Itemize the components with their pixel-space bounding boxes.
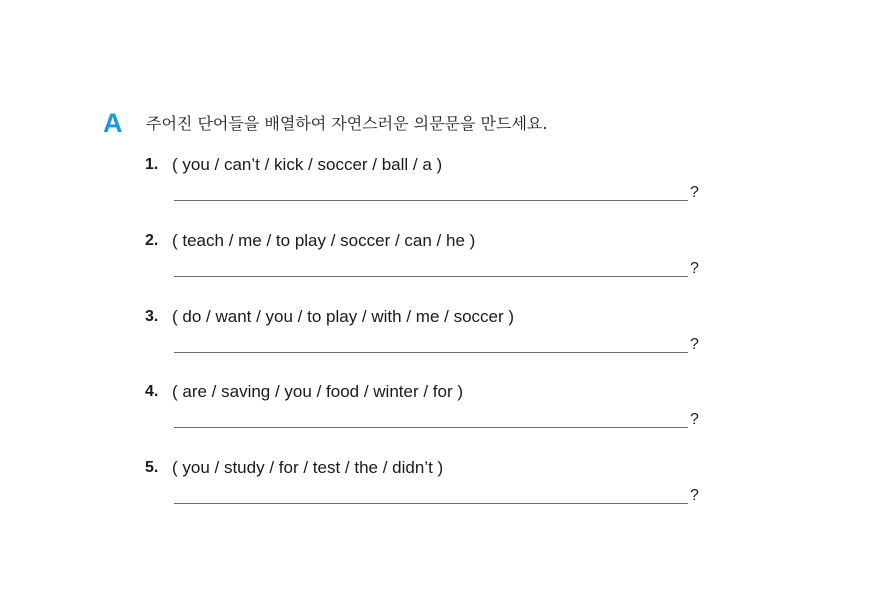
question-number: 4.	[145, 383, 159, 400]
question-number: 3.	[145, 308, 159, 325]
question-number: 5.	[145, 459, 159, 476]
question-mark: ?	[690, 184, 699, 201]
question-words: ( you / study / for / test / the / didn’t )	[172, 458, 444, 477]
question-item-1	[0, 155, 873, 225]
answer-line[interactable]	[174, 276, 688, 277]
question-words: ( do / want / you / to play / with / me / soccer )	[172, 307, 515, 326]
section-instruction: 주어진 단어들을 배열하여 자연스러운 의문문을 만드세요.	[146, 114, 548, 133]
question-number: 1.	[145, 156, 159, 173]
question-words: ( you / can’t / kick / soccer / ball / a )	[172, 155, 443, 174]
question-item-5	[0, 458, 873, 528]
question-words: ( are / saving / you / food / winter / for )	[172, 382, 464, 401]
question-item-3	[0, 307, 873, 377]
question-item-2	[0, 231, 873, 301]
question-mark: ?	[690, 336, 699, 353]
question-mark: ?	[690, 487, 699, 504]
question-mark: ?	[690, 411, 699, 428]
answer-line[interactable]	[174, 503, 688, 504]
question-mark: ?	[690, 260, 699, 277]
answer-line[interactable]	[174, 427, 688, 428]
answer-line[interactable]	[174, 200, 688, 201]
question-item-4	[0, 382, 873, 452]
section-letter: A	[103, 108, 123, 138]
question-words: ( teach / me / to play / soccer / can / he )	[172, 231, 476, 250]
question-number: 2.	[145, 232, 159, 249]
answer-line[interactable]	[174, 352, 688, 353]
